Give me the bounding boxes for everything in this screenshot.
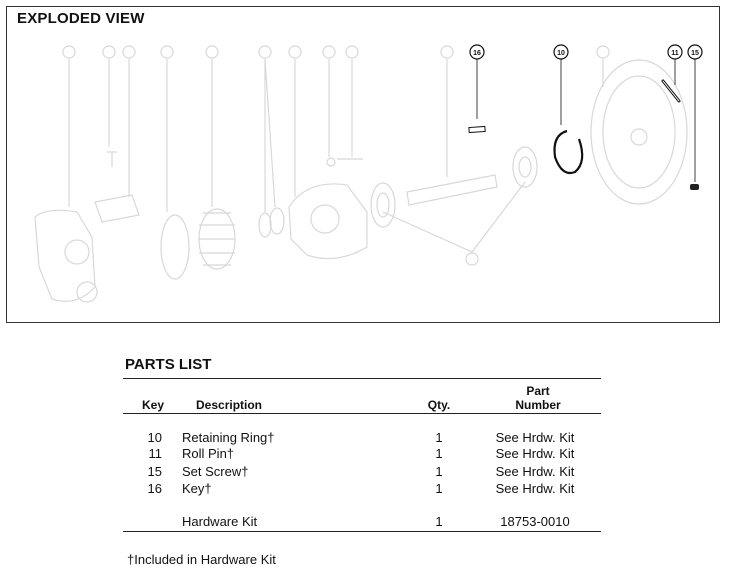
col-header-part-line2: Number [515, 398, 561, 412]
bracket-outline [289, 184, 367, 259]
row-description: Roll Pin† [182, 446, 235, 461]
row-key: 16 [147, 481, 162, 496]
row-description: Key† [182, 481, 212, 496]
col-header-qty: Qty. [427, 398, 451, 412]
kit-description: Hardware Kit [182, 514, 258, 529]
row-key: 11 [148, 446, 162, 461]
callout-16 [469, 45, 485, 133]
o-ring-outline [161, 215, 189, 279]
row-qty: 1 [435, 464, 443, 479]
table-top-rule [123, 378, 601, 379]
table-bottom-rule [123, 531, 601, 532]
row-part-number: See Hrdw. Kit [495, 464, 575, 479]
exploded-view-title: EXPLODED VIEW [17, 10, 145, 27]
row-part-number: See Hrdw. Kit [495, 481, 575, 496]
callout-10 [554, 45, 582, 173]
footnote: †Included in Hardware Kit [127, 552, 276, 567]
parts-list-title: PARTS LIST [125, 356, 212, 373]
callout-15-label: 15 [691, 50, 699, 57]
row-key: 15 [147, 464, 162, 479]
cam-plate-outline [95, 195, 139, 222]
row-part-number: See Hrdw. Kit [495, 446, 575, 461]
row-part-number: See Hrdw. Kit [495, 430, 575, 445]
kit-qty: 1 [435, 514, 443, 529]
row-key: 10 [147, 430, 162, 445]
shaft-outline [407, 175, 497, 205]
callout-16-label: 16 [473, 50, 481, 57]
callout-15 [688, 45, 702, 190]
row-description: Retaining Ring† [182, 430, 275, 445]
faded-parts [35, 46, 687, 302]
callout-10-label: 10 [557, 50, 565, 57]
kit-part-number: 18753-0010 [500, 514, 570, 529]
exploded-view-drawing [7, 7, 721, 324]
table-header-rule [123, 413, 601, 414]
col-header-part-line1: Part [526, 384, 550, 398]
key-part [469, 126, 485, 132]
set-screw-part [690, 184, 699, 190]
row-qty: 1 [435, 481, 443, 496]
row-description: Set Screw† [182, 464, 249, 479]
callout-11-label: 11 [671, 50, 679, 57]
col-header-description: Description [196, 398, 263, 412]
retaining-ring-part [555, 131, 583, 173]
row-qty: 1 [435, 430, 443, 445]
exploded-view-panel [6, 6, 720, 323]
pulley-outline [591, 60, 687, 204]
col-header-key: Key [141, 398, 164, 412]
row-qty: 1 [435, 446, 443, 461]
